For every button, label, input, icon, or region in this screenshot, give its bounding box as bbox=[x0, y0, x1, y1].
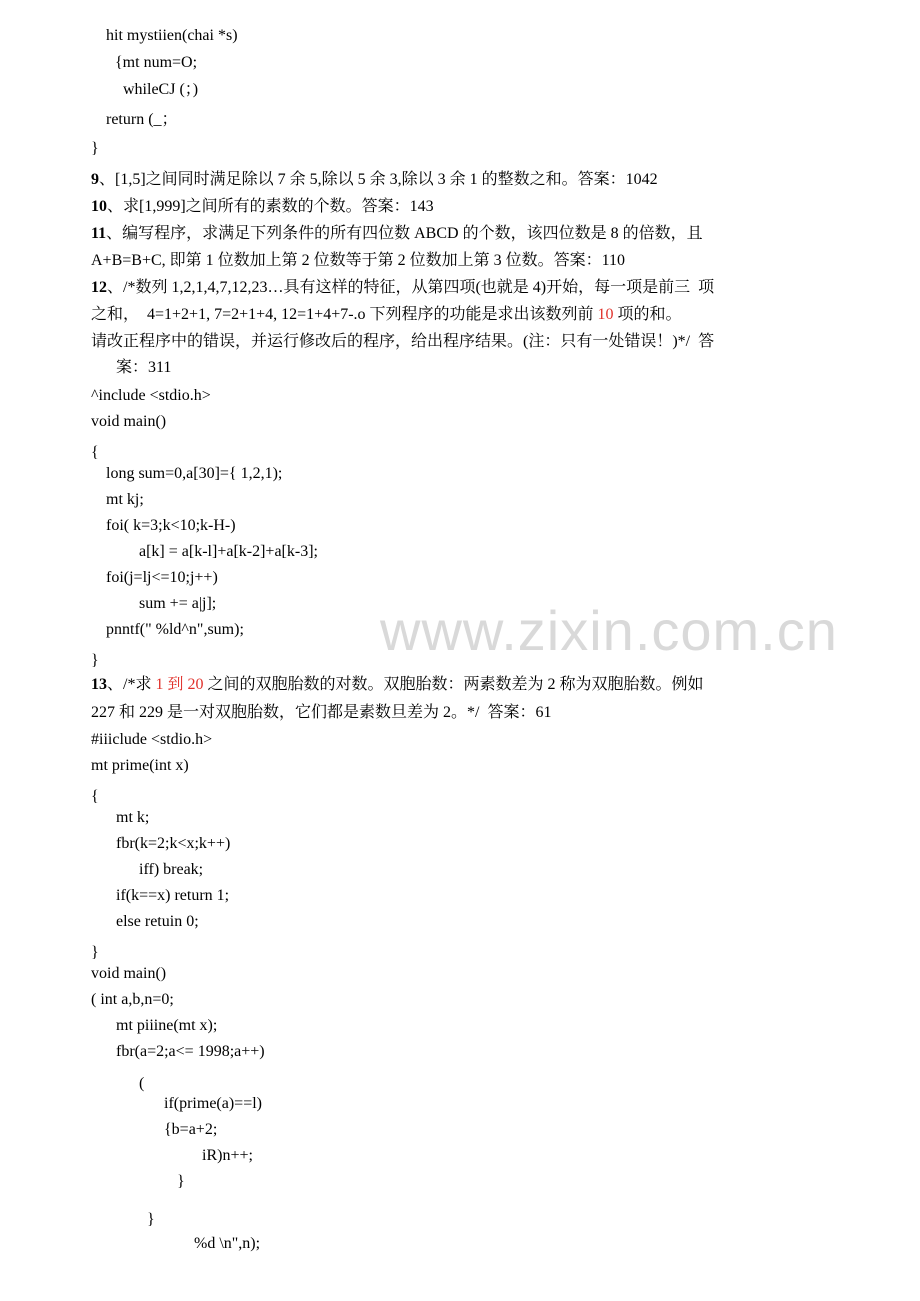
code-line: mt prime(int x) bbox=[91, 757, 189, 774]
question-number: 12 bbox=[91, 279, 107, 296]
question-10 bbox=[91, 197, 434, 217]
code-line: } bbox=[91, 140, 99, 157]
question-number: 11 bbox=[91, 225, 107, 242]
question-text: 、[1,5]之间同时满足除以 7 余 5,除以 5 余 3,除以 3 余 1 的整数之和。答案：1042 bbox=[99, 171, 658, 188]
code-line: } bbox=[147, 1211, 155, 1228]
question-12 bbox=[91, 278, 714, 298]
code-line: #iiiclude <stdio.h> bbox=[91, 731, 213, 748]
question-12-answer: 案：311 bbox=[116, 359, 172, 376]
question-text: 、求[1,999]之间所有的素数的个数。答案：143 bbox=[107, 198, 434, 215]
code-line: fbr(k=2;k<x;k++) bbox=[116, 835, 231, 852]
question-11-continued: A+B=B+C, 即第 1 位数加上第 2 位数等于第 2 位数加上第 3 位数。答案：110 bbox=[91, 252, 626, 269]
code-line: whileCJ (；) bbox=[123, 81, 199, 98]
code-line: fbr(a=2;a<= 1998;a++) bbox=[116, 1043, 265, 1060]
code-line: if(k==x) return 1; bbox=[116, 887, 230, 904]
question-12-continued: 请改正程序中的错误，并运行修改后的程序，给出程序结果。(注：只有一处错误！)*/ 答 bbox=[91, 333, 715, 350]
code-line: } bbox=[91, 652, 99, 669]
question-text: 之间的双胞胎数的对数。双胞胎数：两素数差为 2 称为双胞胎数。例如 bbox=[203, 676, 704, 693]
code-line: ( int a,b,n=0; bbox=[91, 991, 174, 1008]
question-text: 、/*数列 1,2,1,4,7,12,23…具有这样的特征，从第四项(也就是 4)开始，每一项是前三 项 bbox=[107, 279, 715, 296]
code-line: iR)n++; bbox=[202, 1147, 253, 1164]
highlight-text: 1 到 20 bbox=[155, 676, 204, 693]
code-line: { bbox=[91, 788, 99, 805]
code-line: if(prime(a)==l) bbox=[164, 1095, 262, 1112]
watermark: www.zixin.com.cn bbox=[380, 599, 838, 662]
highlight-text: 10 bbox=[597, 306, 614, 323]
code-line: sum += a|j]; bbox=[139, 595, 217, 612]
code-line: iff) break; bbox=[139, 861, 204, 878]
question-11 bbox=[91, 224, 703, 244]
code-line: {mt num=O; bbox=[115, 54, 198, 71]
code-line: a[k] = a[k-l]+a[k-2]+a[k-3]; bbox=[139, 543, 318, 560]
code-line: } bbox=[177, 1173, 185, 1190]
code-line: hit mystiien(chai *s) bbox=[106, 27, 238, 44]
code-line: {b=a+2; bbox=[164, 1121, 218, 1138]
code-line: mt k; bbox=[116, 809, 150, 826]
question-number: 9 bbox=[91, 171, 99, 188]
code-line: ( bbox=[139, 1075, 145, 1092]
question-text: 之和， 4=1+2+1, 7=2+1+4, 12=1+4+7-.o 下列程序的功能是求出该数列前 bbox=[91, 306, 598, 323]
question-12-continued bbox=[91, 305, 682, 325]
code-line: foi( k=3;k<10;k-H-) bbox=[106, 517, 236, 534]
code-line: ^include <stdio.h> bbox=[91, 387, 211, 404]
code-line: } bbox=[91, 944, 99, 961]
code-line: mt kj; bbox=[106, 491, 144, 508]
question-13-continued: 227 和 229 是一对双胞胎数，它们都是素数旦差为 2。*/ 答案：61 bbox=[91, 704, 552, 721]
code-line: long sum=0,a[30]={ 1,2,1); bbox=[106, 465, 283, 482]
question-text: 项的和。 bbox=[613, 306, 682, 323]
code-line: { bbox=[91, 444, 99, 461]
question-13 bbox=[91, 675, 703, 695]
code-line: return (_； bbox=[106, 111, 178, 128]
question-9 bbox=[91, 170, 658, 190]
code-line: else retuin 0; bbox=[116, 913, 199, 930]
code-line: void main() bbox=[91, 413, 167, 430]
question-number: 10 bbox=[91, 198, 107, 215]
code-line: pnntf(" %ld^n",sum); bbox=[106, 621, 244, 638]
code-line: void main() bbox=[91, 965, 167, 982]
code-line: mt piiine(mt x); bbox=[116, 1017, 218, 1034]
question-number: 13 bbox=[91, 676, 107, 693]
question-text: 、/*求 bbox=[107, 676, 156, 693]
code-line: %d \n",n); bbox=[194, 1235, 261, 1252]
code-line: foi(j=lj<=10;j++) bbox=[106, 569, 218, 586]
question-text: 、编写程序，求满足下列条件的所有四位数 ABCD 的个数，该四位数是 8 的倍数，且 bbox=[106, 225, 703, 242]
